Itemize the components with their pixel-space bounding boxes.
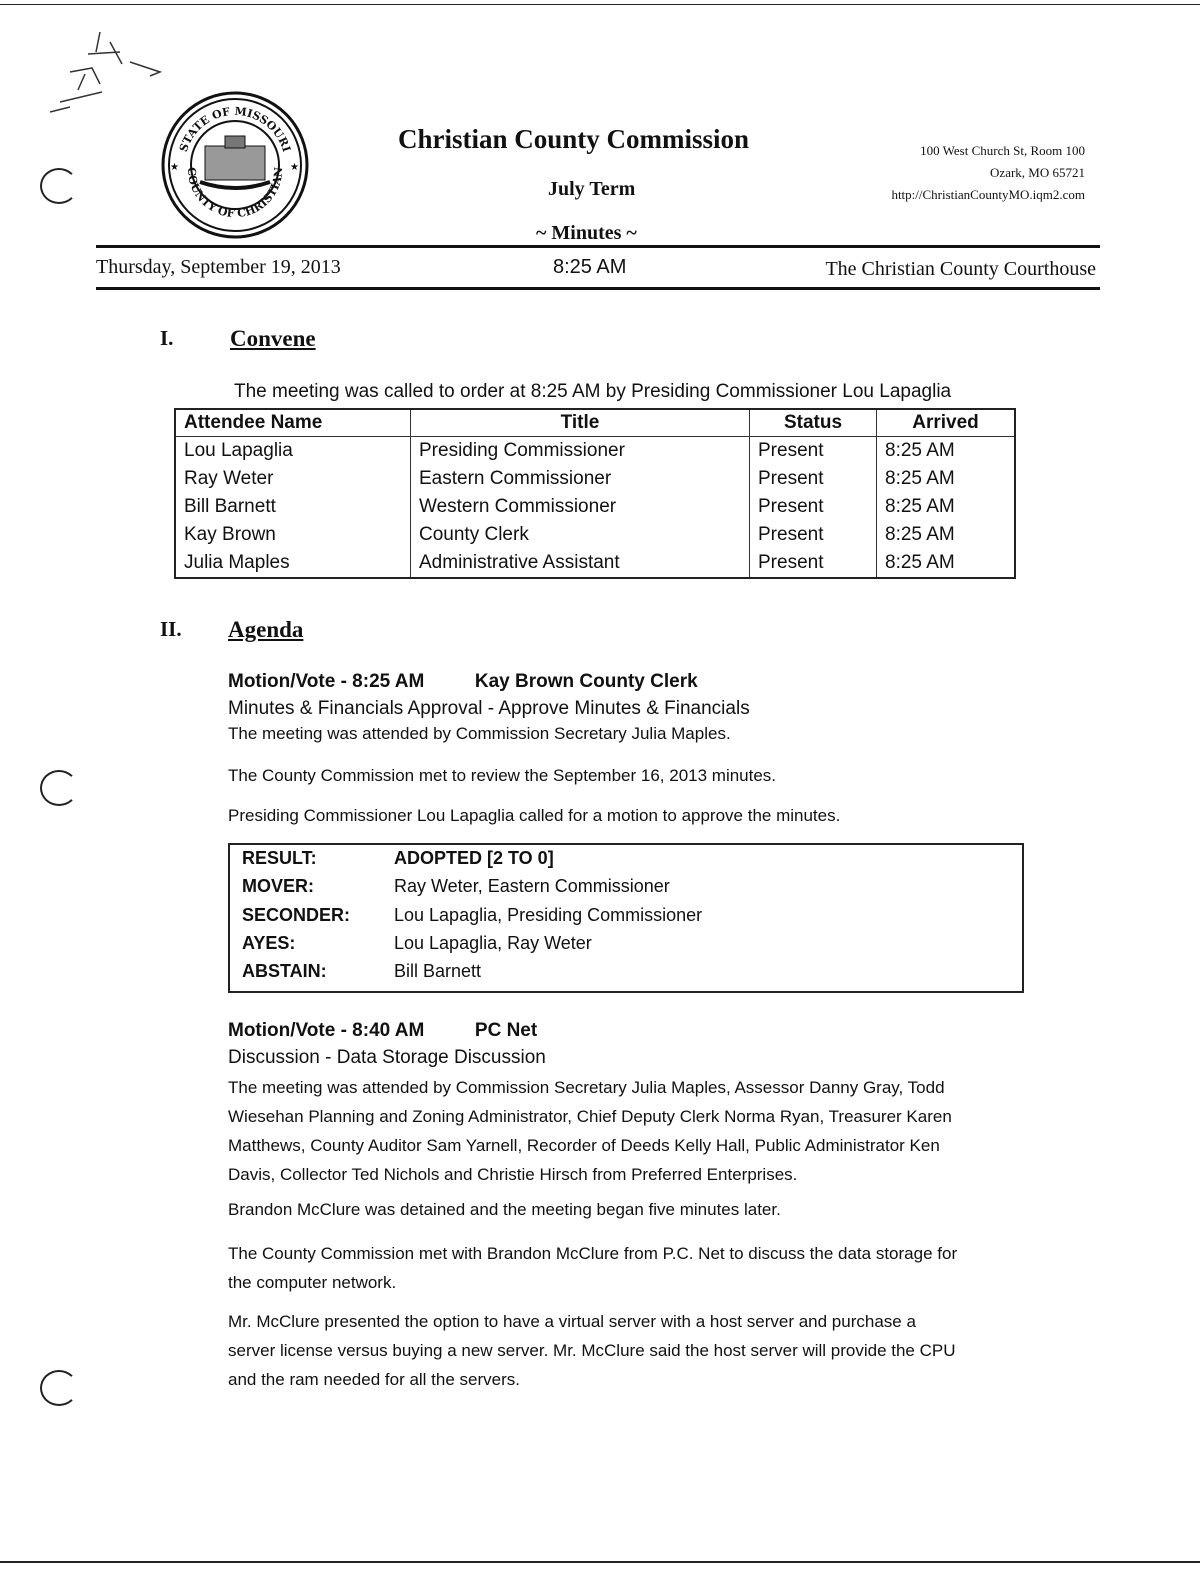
handwritten-mark — [30, 12, 170, 122]
svg-text:COUNTY OF CHRISTIAN: COUNTY OF CHRISTIAN — [184, 166, 286, 221]
vote-value: Lou Lapaglia, Presiding Commissioner — [394, 905, 703, 925]
table-row — [175, 493, 1015, 521]
section-number: I. — [160, 326, 174, 350]
table-row — [175, 549, 1015, 578]
meta-divider — [96, 287, 1100, 290]
attendee-arrived: 8:25 AM — [877, 493, 1016, 521]
vote-label: MOVER: — [242, 876, 314, 896]
attendee-title: Western Commissioner — [411, 493, 750, 521]
svg-text:★: ★ — [290, 162, 299, 173]
term-label: July Term — [548, 178, 636, 200]
meeting-location: The Christian County Courthouse — [825, 258, 1096, 280]
column-header: Attendee Name — [175, 409, 411, 437]
attendee-title: Presiding Commissioner — [411, 437, 750, 466]
paragraph-line: the computer network. — [228, 1273, 397, 1292]
convene-intro: The meeting was called to order at 8:25 AM by Presiding Commissioner Lou Lapaglia — [234, 381, 952, 402]
punch-hole-icon — [40, 770, 78, 806]
paragraph-line: Davis, Collector Ted Nichols and Christie Hirsch from Preferred Enterprises. — [228, 1165, 798, 1184]
table-header-row — [175, 409, 1015, 437]
paragraph: Presiding Commissioner Lou Lapaglia called for a motion to approve the minutes. — [228, 806, 841, 825]
paragraph-line: and the ram needed for all the servers. — [228, 1370, 520, 1389]
county-seal-icon — [160, 90, 310, 240]
vote-value: ADOPTED [2 TO 0] — [394, 848, 554, 868]
paragraph — [228, 1073, 952, 1189]
section-title: Agenda — [228, 617, 304, 642]
top-scan-edge — [0, 4, 1200, 5]
attendee-title: Eastern Commissioner — [411, 465, 750, 493]
vote-label: SECONDER: — [242, 905, 351, 925]
address-line-2: Ozark, MO 65721 — [990, 165, 1085, 180]
section-number: II. — [160, 617, 182, 641]
table-row — [175, 465, 1015, 493]
attendee-status: Present — [750, 437, 877, 466]
vote-result-box — [228, 843, 1024, 993]
vote-label: RESULT: — [242, 848, 317, 868]
attendee-status: Present — [750, 549, 877, 578]
agenda-item-presenter: PC Net — [474, 1020, 538, 1041]
document-title: Christian County Commission — [398, 124, 750, 154]
attendee-title: Administrative Assistant — [411, 549, 750, 578]
paragraph-line: The County Commission met with Brandon McClure from P.C. Net to discuss the data storage for — [228, 1244, 958, 1263]
paragraph: The meeting was attended by Commission Secretary Julia Maples. — [228, 724, 731, 743]
paragraph-line: server license versus buying a new server. Mr. McClure said the host server will provide the CPU — [228, 1341, 956, 1360]
svg-text:★: ★ — [170, 162, 179, 173]
paragraph — [228, 1239, 957, 1297]
column-header: Status — [750, 409, 877, 437]
meeting-date: Thursday, September 19, 2013 — [96, 256, 341, 278]
address-line-1: 100 West Church St, Room 100 — [920, 143, 1085, 158]
punch-hole-icon — [40, 1370, 78, 1406]
section-title: Convene — [230, 326, 316, 351]
svg-text:STATE OF MISSOURI: STATE OF MISSOURI — [176, 104, 294, 154]
website-link: http://ChristianCountyMO.iqm2.com — [891, 187, 1085, 202]
attendee-arrived: 8:25 AM — [877, 437, 1016, 466]
attendee-name: Kay Brown — [184, 524, 276, 545]
attendee-status: Present — [750, 493, 877, 521]
paragraph-line: The meeting was attended by Commission Secretary Julia Maples, Assessor Danny Gray, Todd — [228, 1078, 945, 1097]
agenda-item-subheading: Minutes & Financials Approval - Approve Minutes & Financials — [228, 698, 750, 719]
attendee-name: Julia Maples — [184, 552, 290, 573]
agenda-item-heading — [228, 671, 698, 693]
attendee-table — [174, 408, 1016, 579]
paragraph-line: Matthews, County Auditor Sam Yarnell, Recorder of Deeds Kelly Hall, Public Administrator Ken — [228, 1136, 940, 1155]
vote-value: Bill Barnett — [394, 961, 482, 981]
agenda-item-presenter: Kay Brown County Clerk — [474, 671, 698, 692]
column-header: Title — [411, 409, 750, 437]
attendee-name: Bill Barnett — [184, 496, 276, 517]
punch-hole-icon — [40, 168, 78, 204]
vote-value: Lou Lapaglia, Ray Weter — [394, 933, 592, 953]
attendee-name: Lou Lapaglia — [184, 440, 293, 461]
paragraph: Brandon McClure was detained and the meeting began five minutes later. — [228, 1200, 781, 1219]
vote-value: Ray Weter, Eastern Commissioner — [394, 876, 670, 896]
attendee-arrived: 8:25 AM — [877, 549, 1016, 578]
vote-label: ABSTAIN: — [242, 961, 327, 981]
agenda-item-heading — [228, 1020, 537, 1042]
agenda-item-time: Motion/Vote - 8:25 AM — [228, 671, 425, 692]
attendee-status: Present — [750, 465, 877, 493]
vote-label: AYES: — [242, 933, 296, 953]
paragraph — [228, 1307, 956, 1394]
paragraph-line: Mr. McClure presented the option to have a virtual server with a host server and purchase a — [228, 1312, 916, 1331]
paragraph-line: Wiesehan Planning and Zoning Administrator, Chief Deputy Clerk Norma Ryan, Treasurer Karen — [228, 1107, 952, 1126]
header-divider — [96, 245, 1100, 248]
agenda-item-time: Motion/Vote - 8:40 AM — [228, 1020, 425, 1041]
attendee-name: Ray Weter — [184, 468, 274, 489]
attendee-arrived: 8:25 AM — [877, 465, 1016, 493]
minutes-label: ~ Minutes ~ — [536, 222, 637, 244]
table-row — [175, 521, 1015, 549]
meeting-time: 8:25 AM — [553, 256, 627, 278]
paragraph: The County Commission met to review the September 16, 2013 minutes. — [228, 766, 777, 785]
attendee-status: Present — [750, 521, 877, 549]
agenda-item-subheading: Discussion - Data Storage Discussion — [228, 1047, 546, 1068]
attendee-title: County Clerk — [411, 521, 750, 549]
address-block — [840, 140, 1085, 206]
attendee-arrived: 8:25 AM — [877, 521, 1016, 549]
bottom-scan-edge — [0, 1561, 1200, 1563]
table-row — [175, 437, 1015, 466]
column-header: Arrived — [877, 409, 1016, 437]
